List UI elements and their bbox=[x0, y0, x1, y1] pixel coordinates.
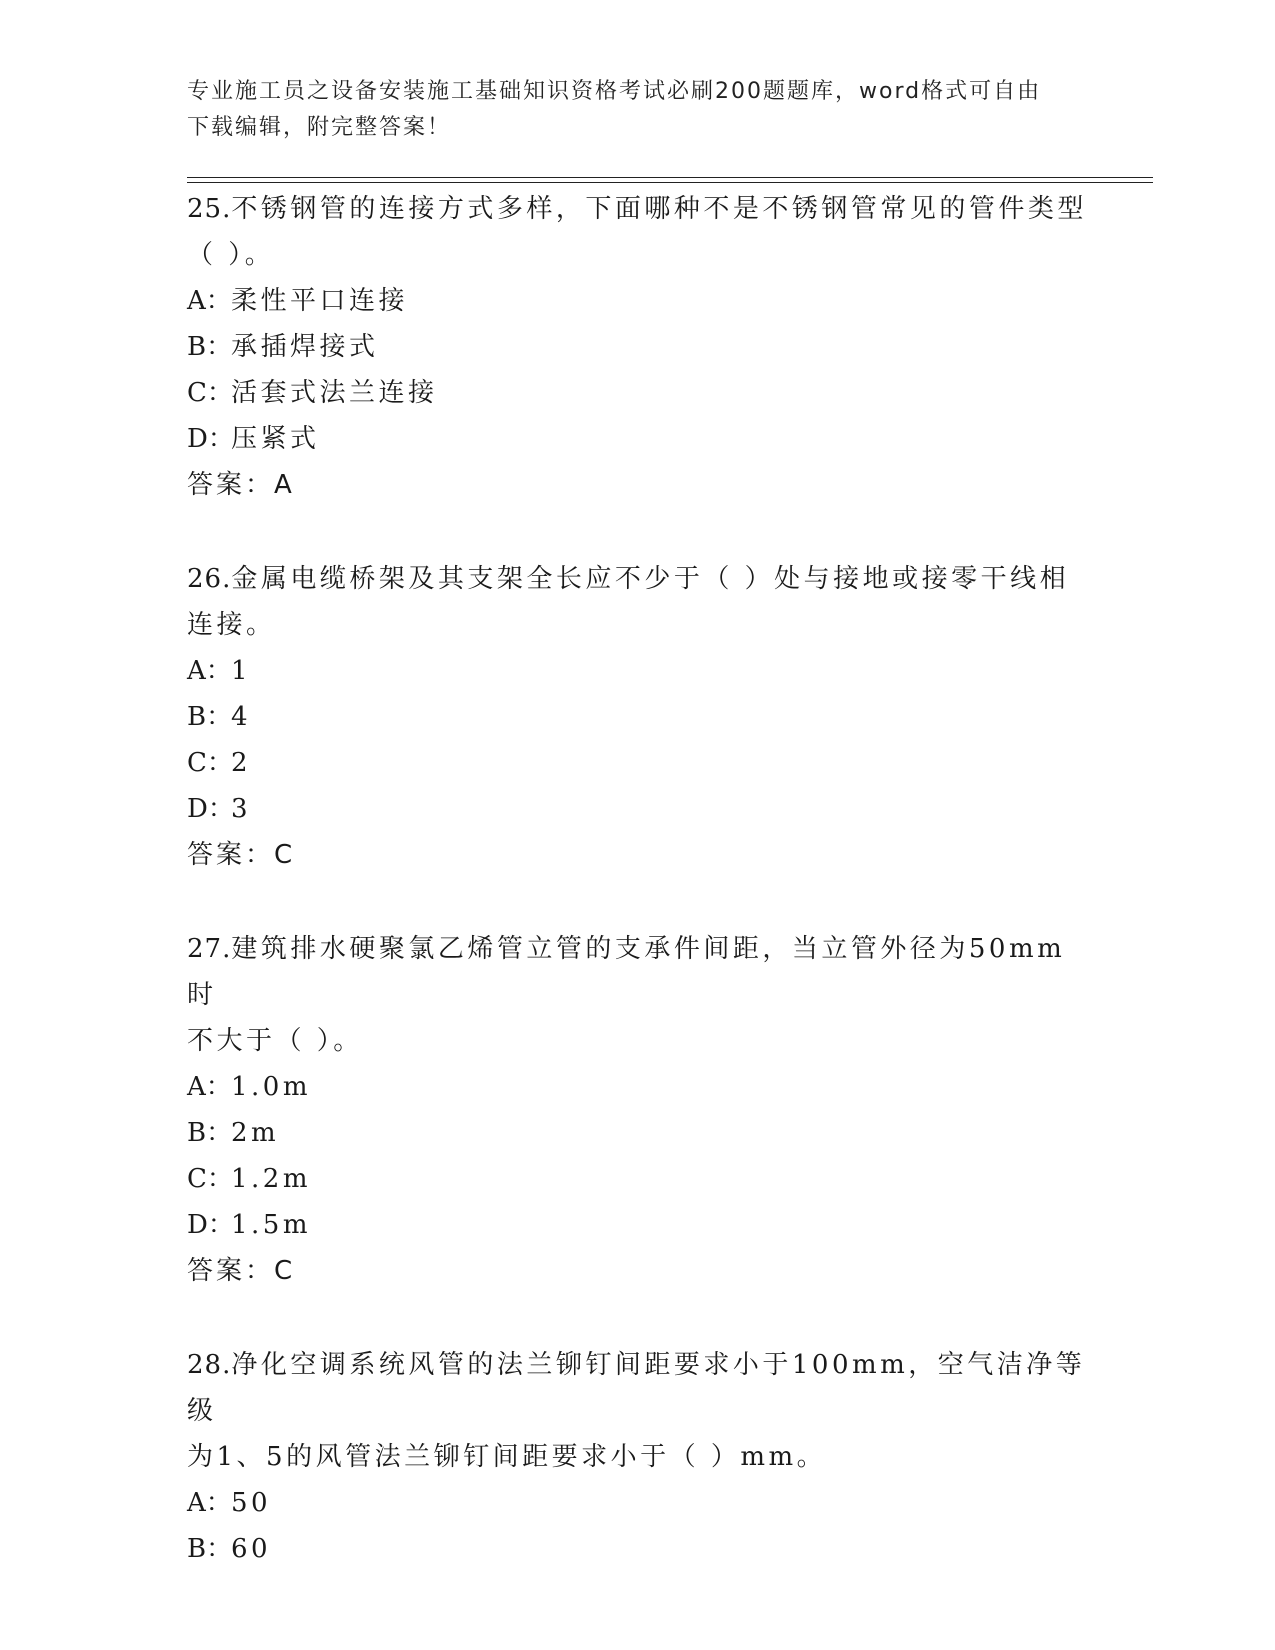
option-c bbox=[187, 1156, 1087, 1202]
option-a bbox=[187, 648, 1087, 694]
document-header bbox=[187, 74, 1067, 146]
question-stem bbox=[187, 186, 1087, 232]
option-letter: A： bbox=[187, 286, 232, 316]
option-text: 2 bbox=[231, 748, 252, 778]
header-line-2: 下载编辑，附完整答案！ bbox=[187, 115, 452, 140]
option-a bbox=[187, 278, 1087, 324]
question-number: 28. bbox=[187, 1350, 232, 1380]
option-d bbox=[187, 1202, 1087, 1248]
option-letter: C： bbox=[187, 748, 233, 778]
option-text: 2m bbox=[231, 1118, 280, 1148]
option-letter: D： bbox=[187, 1210, 234, 1240]
question-27 bbox=[187, 926, 1087, 1294]
option-text: 1 bbox=[231, 656, 252, 686]
question-26 bbox=[187, 556, 1087, 878]
option-a bbox=[187, 1480, 1087, 1526]
question-stem bbox=[187, 1342, 1087, 1434]
question-stem bbox=[187, 926, 1087, 1018]
header-line-1: 专业施工员之设备安装施工基础知识资格考试必刷200题题库，word格式可自由 bbox=[187, 79, 1042, 104]
header-divider-bottom bbox=[187, 182, 1153, 183]
option-text: 压紧式 bbox=[231, 424, 320, 454]
option-text: 活套式法兰连接 bbox=[231, 378, 438, 408]
question-28 bbox=[187, 1342, 1087, 1572]
option-d bbox=[187, 786, 1087, 832]
option-letter: A： bbox=[187, 1072, 232, 1102]
option-letter: D： bbox=[187, 794, 234, 824]
option-text: 1.0m bbox=[231, 1072, 312, 1102]
answer: 答案：C bbox=[187, 840, 296, 870]
question-stem-line-1: 建筑排水硬聚氯乙烯管立管的支承件间距，当立管外径为50mm时 bbox=[187, 934, 1066, 1010]
option-letter: C： bbox=[187, 378, 233, 408]
option-b bbox=[187, 694, 1087, 740]
option-letter: C： bbox=[187, 1164, 233, 1194]
answer: 答案：C bbox=[187, 1256, 296, 1286]
question-stem bbox=[187, 556, 1087, 602]
option-letter: B： bbox=[187, 702, 233, 732]
question-stem-line-1: 净化空调系统风管的法兰铆钉间距要求小于100mm，空气洁净等级 bbox=[187, 1350, 1086, 1426]
question-stem-line-2: 连接。 bbox=[187, 610, 276, 640]
option-text: 50 bbox=[231, 1488, 272, 1518]
question-stem-line-2: （ ）。 bbox=[187, 240, 275, 270]
question-stem-line-1: 金属电缆桥架及其支架全长应不少于（ ）处与接地或接零干线相 bbox=[231, 564, 1070, 594]
option-letter: A： bbox=[187, 1488, 232, 1518]
question-number: 27. bbox=[187, 934, 232, 964]
option-d bbox=[187, 416, 1087, 462]
option-letter: A： bbox=[187, 656, 232, 686]
option-letter: B： bbox=[187, 1118, 233, 1148]
option-b bbox=[187, 1526, 1087, 1572]
option-letter: B： bbox=[187, 332, 233, 362]
question-stem-line-2: 不大于（ ）。 bbox=[187, 1026, 363, 1056]
question-number: 26. bbox=[187, 564, 232, 594]
option-a bbox=[187, 1064, 1087, 1110]
question-number: 25. bbox=[187, 194, 232, 224]
option-text: 3 bbox=[231, 794, 252, 824]
option-text: 1.5m bbox=[231, 1210, 312, 1240]
option-b bbox=[187, 324, 1087, 370]
option-letter: D： bbox=[187, 424, 234, 454]
header-divider-top bbox=[187, 177, 1153, 178]
question-25 bbox=[187, 186, 1087, 508]
answer: 答案：A bbox=[187, 470, 295, 500]
option-text: 4 bbox=[231, 702, 252, 732]
option-b bbox=[187, 1110, 1087, 1156]
question-list bbox=[187, 186, 1087, 1620]
option-c bbox=[187, 740, 1087, 786]
option-text: 60 bbox=[231, 1534, 272, 1564]
question-stem-line-1: 不锈钢管的连接方式多样，下面哪种不是不锈钢管常见的管件类型 bbox=[231, 194, 1087, 224]
option-text: 承插焊接式 bbox=[231, 332, 379, 362]
option-letter: B： bbox=[187, 1534, 233, 1564]
option-text: 1.2m bbox=[231, 1164, 312, 1194]
question-stem-line-2: 为1、5的风管法兰铆钉间距要求小于（ ）mm。 bbox=[187, 1442, 827, 1472]
option-text: 柔性平口连接 bbox=[231, 286, 409, 316]
option-c bbox=[187, 370, 1087, 416]
